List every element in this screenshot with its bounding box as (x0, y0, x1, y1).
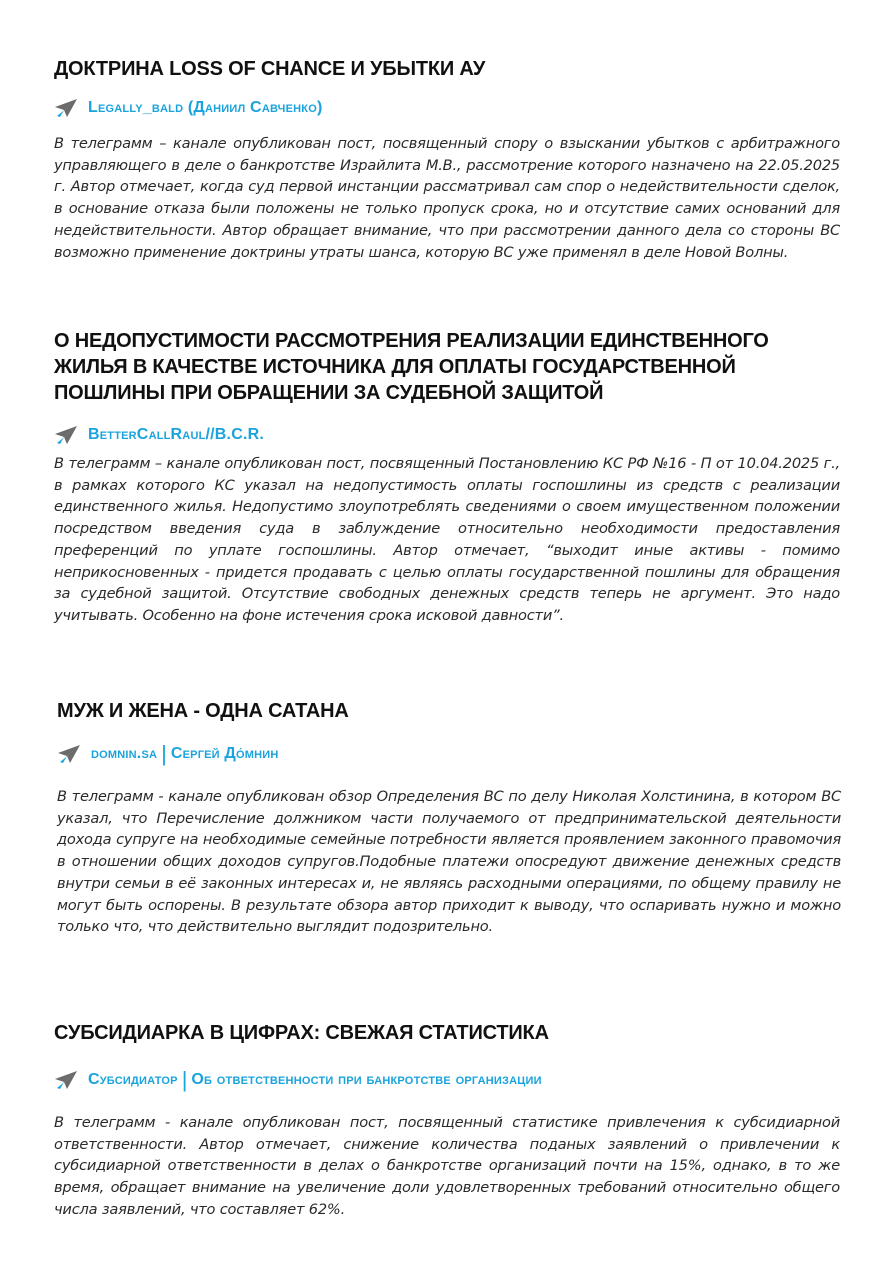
article-body: В телеграмм – канале опубликован пост, посвященный Постановлению КС РФ №16 - П от 10.04.2025 г., в рамках которого КС указал на недопустимость оплаты госпошлины из средств с реализации единственного жилья. Недопустимо злоупотреблять сведениями о своем имущественном положении посредством введения суда в заблуждение относительно необходимости предоставления преференций по уплате госпошлины. Автор отмечает, “выходит иные активы - помимо неприкосновенных - придется продавать с целью оплаты государственной пошлины для обращения за судебной защитой. Отсутствие свободных денежных средств теперь не аргумент. Это надо учитывать. Особенно на фоне истечения срока исковой давности”. (54, 455, 840, 624)
separator: | (161, 741, 167, 766)
telegram-plane-icon (54, 425, 78, 445)
article-title: МУЖ И ЖЕНА - ОДНА САТАНА (57, 700, 349, 722)
source-channel-name[interactable]: Субсидиатор (88, 1071, 178, 1088)
source-channel-name[interactable]: BetterCallRaul//B.C.R. (88, 426, 265, 443)
article-title: ДОКТРИНА LOSS OF CHANCE И УБЫТКИ АУ (54, 58, 486, 80)
source-link[interactable] (54, 96, 840, 120)
separator: | (181, 1067, 188, 1092)
source-author-name[interactable]: Сергей До́мнин (170, 745, 279, 762)
article-body: В телеграмм – канале опубликован пост, посвященный спору о взыскании убытков с арбитражного управляющего в деле о банкротстве Израйлита М.В., рассмотрение которого назначено на 22.05.2025 г. Автор отмечает, когда суд первой инстанции рассматривал сам спор о недействительности сделок, в основание отказа были положены не только пропуск срока, но и отсутствие самих оснований для недействительности. Автор обращает внимание, что при рассмотрении данного дела со стороны ВС возможно применение доктрины утраты шанса, которую ВС уже применял в деле Новой Волны. (54, 135, 840, 261)
article-body: В телеграмм - канале опубликован пост, посвященный статистике привлечения к субсидиарной ответственности. Автор отмечает, снижение количества поданых заявлений о привлечении к субсидиарной ответственности в делах о банкротстве организаций почти на 15%, однако, в то же время, обращает внимание на увеличение доли удовлетворенных требований относительно общего числа заявлений, что составляет 62%. (54, 1114, 840, 1218)
source-link[interactable] (54, 423, 840, 447)
source-link[interactable] (54, 1068, 840, 1092)
source-channel-name[interactable]: domnin.sa (91, 745, 158, 762)
article-loss-of-chance (54, 56, 840, 263)
source-link[interactable] (57, 742, 841, 766)
source-channel-name[interactable]: Legally_bald (Даниил Савченко) (88, 99, 323, 116)
telegram-plane-icon (54, 98, 78, 118)
article-husband-wife (57, 698, 841, 938)
article-subsidiary-stats (54, 1020, 840, 1221)
article-title: СУБСИДИАРКА В ЦИФРАХ: СВЕЖАЯ СТАТИСТИКА (54, 1022, 549, 1044)
article-title: О НЕДОПУСТИМОСТИ РАССМОТРЕНИЯ РЕАЛИЗАЦИИ ЕДИНСТВЕННОГО ЖИЛЬЯ В КАЧЕСТВЕ ИСТОЧНИКА ДЛЯ ОПЛАТЫ ГОСУДАРСТВЕННОЙ ПОШЛИНЫ ПРИ ОБРАЩЕНИИ ЗА СУДЕБНОЙ ЗАЩИТОЙ (54, 330, 769, 404)
source-subtitle[interactable]: Об ответственности при банкротстве организации (191, 1071, 542, 1088)
telegram-plane-icon (57, 744, 81, 764)
article-single-housing (54, 328, 840, 627)
article-body: В телеграмм - канале опубликован обзор Определения ВС по делу Николая Холстинина, в котором ВС указал, что Перечисление должником части получаемого от предпринимательской деятельности дохода супруге на необходимые семейные потребности является проявлением законного правомочия в отношении общих доходов супругов.Подобные платежи опосредуют движение денежных средств внутри семьи в её законных интересах и, не являясь расходными операциями, по общему правилу не могут быть оспорены. В результате обзора автор приходит к выводу, что оспаривать нужно и можно только что, что действительно выглядит подозрительно. (57, 788, 841, 936)
telegram-plane-icon (54, 1070, 78, 1090)
